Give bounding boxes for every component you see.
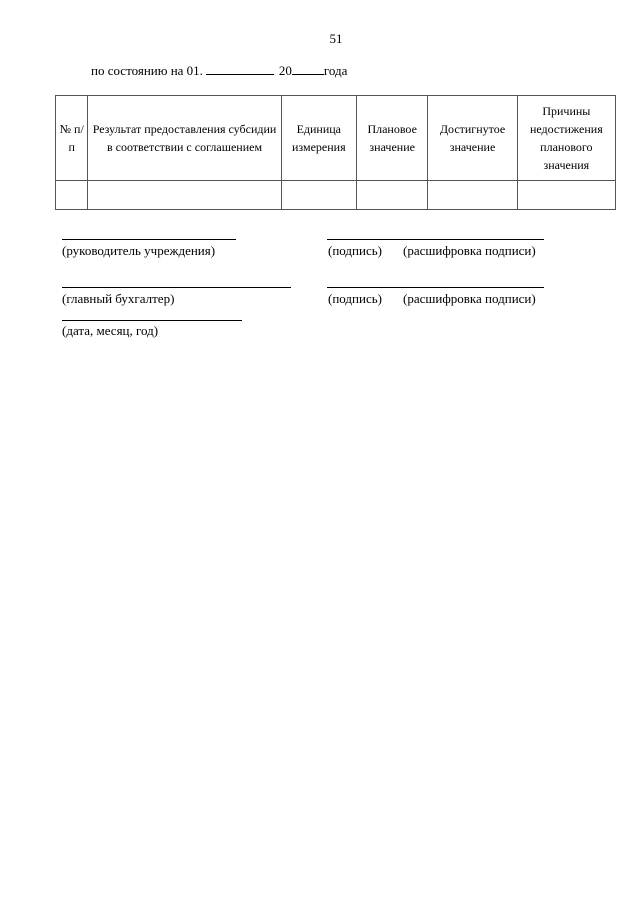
head-name-line xyxy=(62,239,236,240)
table-cell[interactable] xyxy=(281,181,356,210)
header-unit: Единица измерения xyxy=(281,96,356,181)
table-header-row xyxy=(56,96,616,181)
accountant-sign-label: (подпись) xyxy=(328,291,382,306)
page-number: 51 xyxy=(329,31,343,46)
head-sign-line xyxy=(327,239,544,240)
header-number: № п/п xyxy=(56,96,88,181)
date-label: (дата, месяц, год) xyxy=(62,323,159,338)
state-year-blank xyxy=(292,63,324,75)
head-label: (руководитель учреждения) xyxy=(62,243,216,258)
table-cell[interactable] xyxy=(428,181,517,210)
state-date-suffix: года xyxy=(323,63,348,78)
table-cell[interactable] xyxy=(517,181,615,210)
state-date-blank xyxy=(206,63,274,75)
accountant-decode-label: (расшифровка подписи) xyxy=(403,291,536,306)
header-result: Результат предоставления субсидии в соответствии с соглашением xyxy=(88,96,281,181)
report-table xyxy=(55,95,616,210)
header-planned: Плановое значение xyxy=(356,96,427,181)
state-date-line xyxy=(91,63,347,79)
accountant-name-line xyxy=(62,287,291,288)
state-year-prefix: 20 xyxy=(278,63,292,78)
accountant-sign-line xyxy=(327,287,544,288)
header-reasons: Причины недостижения планового значения xyxy=(517,96,615,181)
table-cell[interactable] xyxy=(56,181,88,210)
header-achieved: Достигнутое значение xyxy=(428,96,517,181)
table-cell[interactable] xyxy=(88,181,281,210)
state-date-prefix: по состоянию на 01. xyxy=(91,63,203,78)
accountant-label: (главный бухгалтер) xyxy=(62,291,175,306)
date-line xyxy=(62,320,242,321)
table-row xyxy=(56,181,616,210)
head-decode-label: (расшифровка подписи) xyxy=(403,243,536,258)
head-sign-label: (подпись) xyxy=(328,243,382,258)
table-cell[interactable] xyxy=(356,181,427,210)
